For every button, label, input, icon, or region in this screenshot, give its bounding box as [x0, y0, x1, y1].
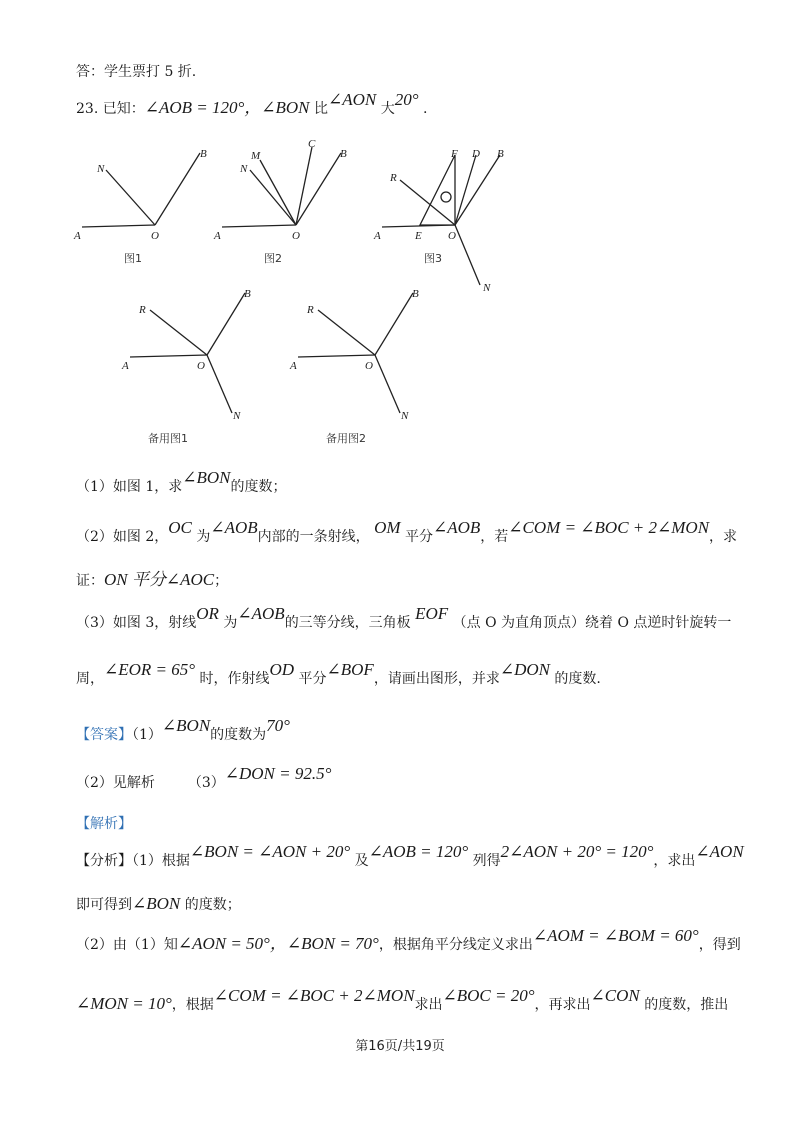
math-om: OM: [374, 518, 401, 537]
label-n: N: [483, 282, 491, 294]
analysis-2-pre: （2）由（1）知: [76, 937, 178, 953]
answer-tag: 【答案】: [76, 727, 132, 743]
label-n: N: [233, 410, 241, 422]
label-m: M: [251, 150, 261, 162]
text-degree-2: 的度数；: [184, 897, 241, 913]
period: .: [422, 101, 428, 117]
given-2: ∠AON: [327, 90, 377, 109]
question-23-header: [76, 90, 428, 119]
spare-figure-1-caption: 备用图1: [148, 432, 188, 445]
math-eof: EOF: [415, 604, 449, 623]
analysis-tag: 【解析】: [76, 816, 132, 832]
text-deduce: 的度数，推出: [644, 997, 729, 1013]
text-find: ，求出: [653, 853, 696, 869]
answer-block: [76, 716, 290, 745]
label-r: R: [139, 304, 146, 316]
part-2-cont: [76, 570, 228, 591]
math-bon-eq: ∠BON = ∠AON + 20°: [189, 842, 351, 861]
math-con: ∠CON: [590, 986, 640, 1005]
text-big: 大: [380, 101, 395, 117]
math-values: ∠AON = 50°，∠BON = 70°: [177, 934, 379, 953]
label-b: B: [412, 288, 419, 300]
answer-1-text: 的度数为: [210, 727, 267, 743]
label-a: A: [374, 230, 381, 242]
label-e: E: [415, 230, 422, 242]
analysis-1: [76, 842, 744, 871]
label-b: B: [244, 288, 251, 300]
text-rotate: （点 O 为直角顶点）绕着 O 点逆时针旋转一: [452, 615, 732, 631]
text-inner-ray: 内部的一条射线，: [257, 529, 370, 545]
label-o: O: [197, 360, 205, 372]
part-1: [76, 468, 287, 497]
part-3-cont: [76, 660, 601, 689]
figure-2: [213, 138, 347, 242]
math-aob-eq: ∠AOB = 120°: [368, 842, 469, 861]
answer-1-math: ∠BON: [161, 716, 211, 735]
part-3: [76, 604, 732, 633]
given-1: ∠AOB = 120°，∠BON: [144, 98, 310, 117]
answer-3-math: ∠DON = 92.5°: [224, 764, 332, 783]
text-bisect: 平分: [405, 529, 433, 545]
text-obtain: ，得到: [698, 937, 741, 953]
label-a: A: [214, 230, 221, 242]
math-boc: ∠BOC = 20°: [442, 986, 535, 1005]
label-o: O: [292, 230, 300, 242]
text-bisect-2: 平分: [298, 671, 327, 687]
text-trisect: 的三等分线，三角板: [284, 615, 411, 631]
math-com: ∠COM = ∠BOC + 2∠MON: [213, 986, 415, 1005]
text-find-2: 求出: [414, 997, 443, 1013]
text-wei: 为: [196, 529, 211, 545]
part-1-post: 的度数；: [230, 479, 287, 495]
math-aob-3: ∠AOB: [237, 604, 285, 623]
text-degree: 的度数.: [554, 671, 601, 687]
label-r: R: [390, 172, 397, 184]
analysis-2-cont: [76, 986, 729, 1015]
math-aon: ∠AON: [695, 842, 744, 861]
math-aob: ∠AOB: [210, 518, 258, 537]
part-2-pre: （2）如图 2，: [76, 529, 169, 545]
text-and: 及: [354, 853, 369, 869]
math-claim: ON 平分∠AOC: [104, 570, 215, 589]
figure-1: [73, 148, 207, 242]
math-equation: 2∠AON + 20° = 120°: [500, 842, 654, 861]
label-f: F: [451, 148, 458, 160]
label-n: N: [97, 163, 105, 175]
text-when: 时，作射线: [199, 671, 270, 687]
analysis-2: [76, 926, 741, 955]
figure-3-caption: 图3: [424, 252, 442, 265]
label-o: O: [151, 230, 159, 242]
label-d: D: [472, 148, 480, 160]
math-od: OD: [269, 660, 295, 679]
math-bof: ∠BOF: [326, 660, 374, 679]
part-1-math: ∠BON: [182, 468, 231, 487]
text-list: 列得: [472, 853, 501, 869]
text-wei-2: 为: [223, 615, 238, 631]
math-condition: ∠COM = ∠BOC + 2∠MON: [508, 518, 710, 537]
label-a: A: [122, 360, 129, 372]
math-or: OR: [196, 604, 219, 623]
spare-figure-2: [289, 288, 419, 422]
label-o: O: [365, 360, 373, 372]
part-2: [76, 518, 738, 547]
label-r: R: [307, 304, 314, 316]
answer-1-pre: （1）: [132, 727, 162, 743]
text-zheng: 证：: [76, 573, 104, 589]
label-o: O: [448, 230, 456, 242]
label-b: B: [497, 148, 504, 160]
label-b: B: [200, 148, 207, 160]
label-b: B: [340, 148, 347, 160]
text-prove: ，求: [709, 529, 738, 545]
answer-block-2: [76, 764, 332, 793]
math-bon-2: ∠BON: [132, 894, 181, 913]
figure-2-caption: 图2: [264, 252, 282, 265]
text-then: ，再求出: [534, 997, 591, 1013]
answer-line: [76, 62, 196, 82]
label-n: N: [401, 410, 409, 422]
figure-3: [373, 148, 504, 294]
math-don: ∠DON: [499, 660, 550, 679]
text-zhou: 周，: [76, 671, 104, 687]
given-3: 20°: [394, 90, 419, 109]
analysis-1-cont: [76, 894, 241, 915]
label-c: C: [308, 138, 316, 150]
math-eor: ∠EOR = 65°: [104, 660, 196, 679]
question-number: 23. 已知：: [76, 101, 145, 117]
math-oc: OC: [168, 518, 192, 537]
label-a: A: [290, 360, 297, 372]
page-footer: 第16页/共19页: [355, 1039, 445, 1054]
analysis-pre: 【分析】（1）根据: [76, 853, 190, 869]
math-aom: ∠AOM = ∠BOM = 60°: [532, 926, 699, 945]
spare-figure-1: [121, 288, 251, 422]
text-semicolon: ；: [214, 573, 229, 589]
part-3-pre: （3）如图 3，射线: [76, 615, 197, 631]
answer-3-pre: （3）: [187, 775, 225, 791]
text-according: ，根据: [171, 997, 214, 1013]
answer-1-value: 70°: [266, 716, 290, 735]
answer-2: （2）见解析: [76, 775, 155, 791]
label-a: A: [74, 230, 81, 242]
figure-1-caption: 图1: [124, 252, 142, 265]
text-if: ，若: [480, 529, 509, 545]
text-draw: ，请画出图形，并求: [373, 671, 500, 687]
label-n: N: [240, 163, 248, 175]
math-mon: ∠MON = 10°: [76, 994, 172, 1013]
answer-text: 答：学生票打 5 折.: [76, 64, 197, 80]
figure-area: [0, 135, 800, 455]
text-get: 即可得到: [76, 897, 132, 913]
spare-figure-2-caption: 备用图2: [326, 432, 366, 445]
text-than: 比: [313, 101, 328, 117]
text-by-def: ，根据角平分线定义求出: [378, 937, 533, 953]
math-aob-2: ∠AOB: [433, 518, 481, 537]
part-1-pre: （1）如图 1，求: [76, 479, 183, 495]
